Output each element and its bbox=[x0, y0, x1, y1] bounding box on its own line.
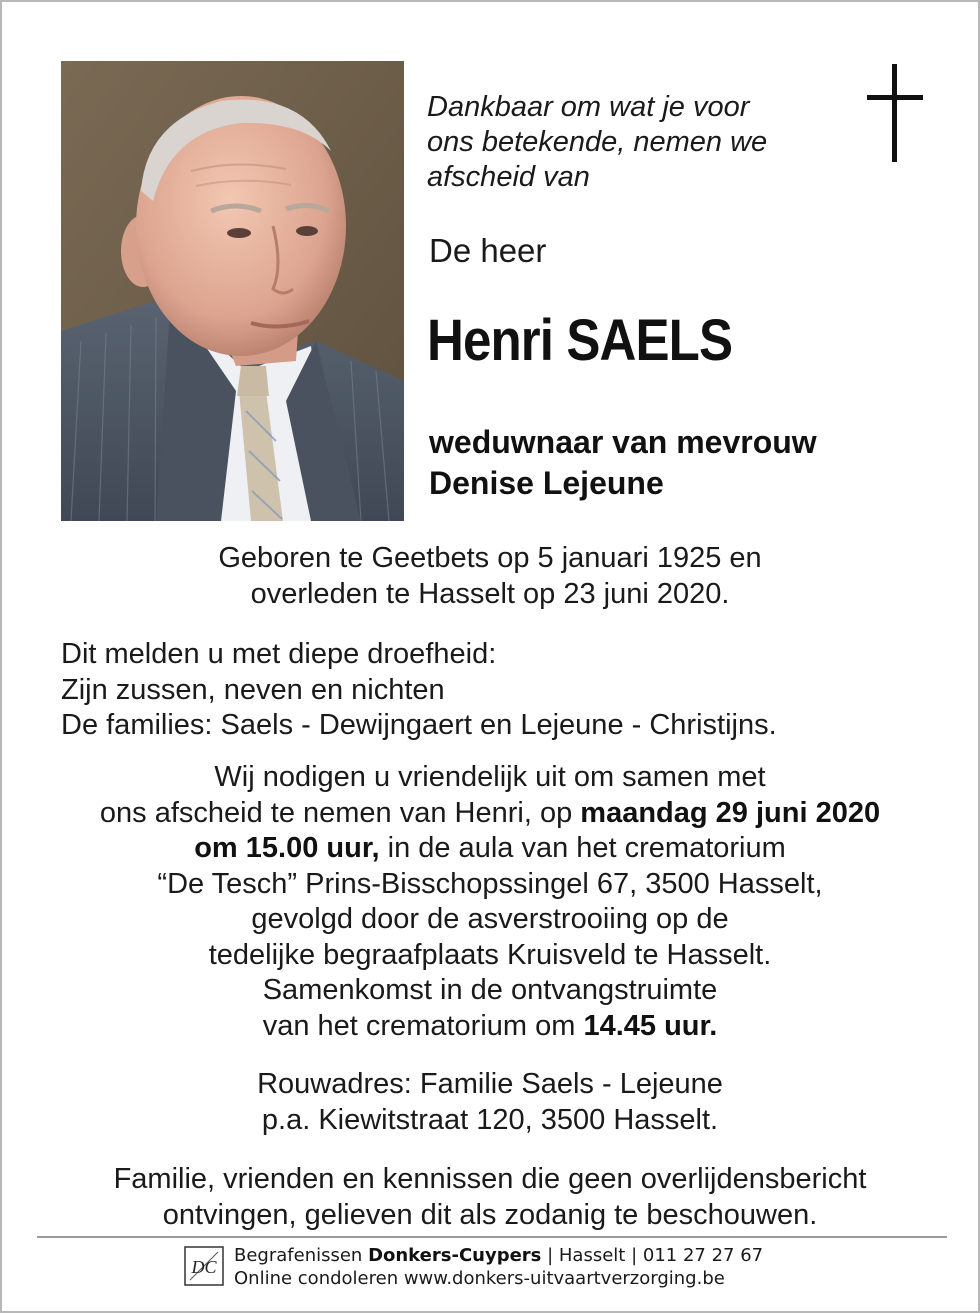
invitation-line: “De Tesch” Prins-Bisschopssingel 67, 3500 Hasselt, bbox=[157, 867, 823, 900]
ceremony-time: om 15.00 uur, bbox=[194, 832, 380, 864]
ceremony-date: maandag 29 juni 2020 bbox=[580, 796, 881, 829]
address-line: Rouwadres: Familie Saels - Lejeune bbox=[257, 1068, 723, 1100]
closing-text bbox=[2, 1162, 978, 1233]
portrait-illustration bbox=[61, 61, 404, 521]
birth-death-line: overleden te Hasselt op 23 juni 2020. bbox=[250, 577, 730, 610]
widower-line: Denise Lejeune bbox=[429, 465, 664, 501]
intro-line: Dankbaar om wat je voor bbox=[427, 91, 750, 123]
address-line: p.a. Kiewitstraat 120, 3500 Hasselt. bbox=[261, 1103, 719, 1136]
gathering-time: 14.45 uur. bbox=[583, 1009, 718, 1042]
invitation-line: gevolgd door de asverstrooiing op de bbox=[251, 903, 729, 935]
widower-text bbox=[429, 422, 817, 504]
invitation-line bbox=[2, 1009, 978, 1045]
footer-text bbox=[234, 1244, 763, 1290]
intro-line: afscheid van bbox=[427, 161, 590, 193]
footer-company: Donkers-Cuypers bbox=[368, 1245, 542, 1266]
closing-line: ontvingen, gelieven dit als zodanig te beschouwen. bbox=[162, 1198, 818, 1231]
family-line: Zijn zussen, neven en nichten bbox=[61, 673, 445, 706]
invitation-text-part: ons afscheid te nemen van Henri, op bbox=[99, 796, 581, 829]
deceased-name: Henri SAELS bbox=[427, 308, 733, 373]
footer-online-link[interactable]: Online condoleren www.donkers-uitvaartverzorging.be bbox=[234, 1268, 725, 1289]
invitation-text-part: van het crematorium om bbox=[262, 1009, 584, 1042]
widower-line: weduwnaar van mevrouw bbox=[429, 424, 817, 460]
funeral-home-logo-icon bbox=[184, 1246, 224, 1286]
cross-icon bbox=[864, 64, 926, 162]
closing-line: Familie, vrienden en kennissen die geen overlijdensbericht bbox=[113, 1163, 867, 1195]
family-line: De families: Saels - Dewijngaert en Lejeune - Christijns. bbox=[61, 709, 777, 741]
family-line: Dit melden u met diepe droefheid: bbox=[61, 638, 497, 670]
footer-divider bbox=[37, 1236, 947, 1238]
logo-monogram: DC bbox=[191, 1257, 217, 1277]
invitation-text-part: in de aula van het crematorium bbox=[379, 832, 786, 864]
invitation-line: Wij nodigen u vriendelijk uit om samen met bbox=[214, 761, 766, 793]
invitation-text bbox=[2, 760, 978, 1044]
portrait-photo bbox=[61, 61, 404, 521]
invitation-line: tedelijke begraafplaats Kruisveld te Hasselt. bbox=[208, 938, 772, 971]
invitation-line bbox=[2, 831, 978, 867]
family-text bbox=[61, 637, 777, 744]
mourning-address bbox=[2, 1067, 978, 1138]
honorific: De heer bbox=[429, 232, 547, 269]
invitation-line bbox=[2, 796, 978, 832]
footer-suffix: | Hasselt | 011 27 27 67 bbox=[541, 1245, 764, 1266]
invitation-line: Samenkomst in de ontvangstruimte bbox=[262, 974, 718, 1006]
intro-text bbox=[427, 90, 847, 195]
birth-death-line: Geboren te Geetbets op 5 januari 1925 en bbox=[218, 542, 762, 574]
intro-line: ons betekende, nemen we bbox=[427, 126, 768, 158]
footer-company-line bbox=[234, 1244, 763, 1267]
footer-prefix: Begrafenissen bbox=[234, 1245, 369, 1266]
birth-death-text bbox=[2, 541, 978, 612]
